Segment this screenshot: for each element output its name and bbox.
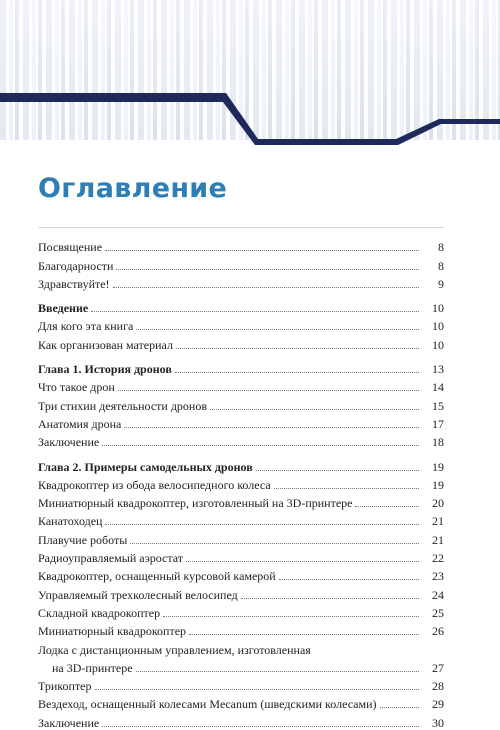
toc-entry-title: Заключение	[38, 715, 100, 730]
toc-entry[interactable]	[38, 602, 444, 620]
toc-entry[interactable]	[38, 547, 444, 565]
toc-entry[interactable]	[38, 638, 444, 656]
dot-leader	[136, 671, 419, 672]
dot-leader	[113, 287, 419, 288]
dot-leader	[274, 488, 419, 489]
toc-entry-title: Глава 2. Примеры самодельных дронов	[38, 459, 253, 474]
toc-entry[interactable]	[38, 236, 444, 254]
toc-entry[interactable]	[38, 565, 444, 583]
toc-entry[interactable]	[38, 333, 444, 351]
toc-entry[interactable]	[38, 254, 444, 272]
toc-entry-page: 21	[432, 514, 444, 529]
toc-entry-page: 22	[432, 551, 444, 566]
toc-entry-page: 23	[432, 569, 444, 584]
toc-entry-title: Миниатюрный квадрокоптер	[38, 624, 187, 639]
toc-entry-page: 17	[432, 416, 444, 431]
toc-entry-page: 25	[432, 605, 444, 620]
dot-leader	[175, 372, 419, 373]
toc-entry-page: 8	[438, 240, 444, 255]
dot-leader	[136, 329, 419, 330]
dot-leader	[130, 543, 419, 544]
toc-entry[interactable]	[38, 510, 444, 528]
toc-entry-page: 13	[432, 362, 444, 377]
dot-leader	[380, 707, 419, 708]
toc-entry-title: Складной квадрокоптер	[38, 605, 161, 620]
dot-leader	[186, 561, 419, 562]
toc-entry[interactable]	[38, 413, 444, 431]
toc-entry-page: 26	[432, 624, 444, 639]
toc-entry-page: 8	[438, 258, 444, 273]
toc-entry-page: 10	[432, 301, 444, 316]
toc-entry[interactable]	[38, 376, 444, 394]
toc-entry[interactable]	[38, 675, 444, 693]
toc-entry[interactable]	[38, 315, 444, 333]
toc-entry-title: на 3D-принтере	[52, 660, 133, 675]
toc-entry[interactable]	[38, 657, 444, 675]
toc-entry-page: 28	[432, 679, 444, 694]
title-rule	[38, 227, 444, 228]
dot-leader	[176, 348, 419, 349]
toc-entry-title: Вездеход, оснащенный колесами Mecanum (шведскими колесами)	[38, 697, 377, 712]
toc-entry-page: 20	[432, 496, 444, 511]
toc-entry-title: Благодарности	[38, 258, 114, 273]
toc-entry-title: Управляемый трехколесный велосипед	[38, 587, 238, 602]
dot-leader	[189, 634, 419, 635]
dot-leader	[210, 409, 419, 410]
toc-entry-page: 15	[432, 398, 444, 413]
toc-entry-title: Канатоходец	[38, 514, 103, 529]
toc-entry-title: Здравствуйте!	[38, 276, 110, 291]
toc-entry-page: 19	[432, 477, 444, 492]
dot-leader	[95, 689, 419, 690]
toc-entry-title: Квадрокоптер из обода велосипедного колеса	[38, 477, 271, 492]
toc-entry-title: Плавучие роботы	[38, 532, 128, 547]
toc-entry[interactable]	[38, 693, 444, 711]
dot-leader	[355, 506, 419, 507]
toc-entry-title: Радиоуправляемый аэростат	[38, 551, 183, 566]
toc-entry-page: 27	[432, 660, 444, 675]
dot-leader	[279, 579, 419, 580]
dot-leader	[163, 616, 419, 617]
toc-entry[interactable]	[38, 273, 444, 291]
toc-entry-page: 24	[432, 587, 444, 602]
dot-leader	[91, 311, 419, 312]
toc-entry-title: Заключение	[38, 435, 100, 450]
toc-entry-page: 21	[432, 532, 444, 547]
toc-entry[interactable]	[38, 394, 444, 412]
toc-entry[interactable]	[38, 297, 444, 315]
toc-entry-title: Для кого эта книга	[38, 319, 134, 334]
toc-entry[interactable]	[38, 358, 444, 376]
toc-entry-page: 30	[432, 715, 444, 730]
toc-entry-title: Квадрокоптер, оснащенный курсовой камерой	[38, 569, 276, 584]
toc-entry-title: Анатомия дрона	[38, 416, 122, 431]
toc-entry-title: Миниатюрный квадрокоптер, изготовленный на 3D-принтере	[38, 496, 353, 511]
dot-leader	[105, 250, 419, 251]
toc-entry-page: 9	[438, 276, 444, 291]
toc-entry[interactable]	[38, 528, 444, 546]
toc-entry-page: 18	[432, 435, 444, 450]
dot-leader	[241, 598, 419, 599]
dot-leader	[105, 524, 419, 525]
toc-entry[interactable]	[38, 583, 444, 601]
toc-entry-title: Введение	[38, 301, 89, 316]
dot-leader	[124, 427, 419, 428]
toc-entry[interactable]	[38, 431, 444, 449]
dot-leader	[118, 390, 419, 391]
toc-entry-page: 29	[432, 697, 444, 712]
toc-entry[interactable]	[38, 474, 444, 492]
toc-entry[interactable]	[38, 620, 444, 638]
toc-entry[interactable]	[38, 455, 444, 473]
header-band	[0, 0, 500, 150]
toc-entry[interactable]	[38, 492, 444, 510]
toc-entry-title: Как организован материал	[38, 337, 173, 352]
dot-leader	[116, 269, 419, 270]
toc-entry-title: Лодка с дистанционным управлением, изготовленная	[38, 642, 311, 657]
toc-entry-title: Глава 1. История дронов	[38, 362, 172, 377]
header-band-shape	[0, 93, 500, 145]
toc-entry-page: 10	[432, 319, 444, 334]
toc-entry-page: 10	[432, 337, 444, 352]
toc-entry-title: Что такое дрон	[38, 380, 115, 395]
dot-leader	[256, 470, 419, 471]
toc-entry-title: Посвящение	[38, 240, 103, 255]
toc-entry-title: Трикоптер	[38, 679, 92, 694]
table-of-contents	[38, 236, 444, 730]
dot-leader	[102, 445, 419, 446]
toc-entry-page: 14	[432, 380, 444, 395]
toc-entry-page: 19	[432, 459, 444, 474]
toc-entry-title: Три стихии деятельности дронов	[38, 398, 208, 413]
page-title: Оглавление	[38, 173, 228, 204]
